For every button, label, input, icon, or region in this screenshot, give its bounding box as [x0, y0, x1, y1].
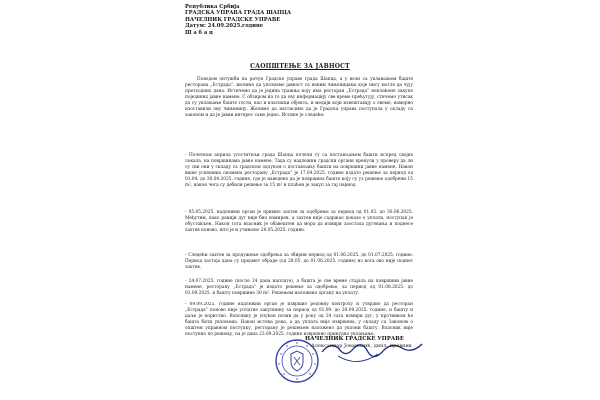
signature-title: НАЧЕЛНИК ГРАДСКЕ УПРАВЕ: [305, 336, 404, 342]
letterhead-authority: ГРАДСКА УПРАВА ГРАДА ШАПЦА: [185, 10, 292, 17]
document-title: САОПШТЕЊЕ ЗА ЈАВНОСТ: [250, 63, 350, 70]
letterhead-city: Ш а б а ц: [185, 29, 213, 36]
paragraph-1: - Почетком априла угоститељи града Шапца почели су са постављањем башти испред својих локала, на површинама јавне намене. Тада су надлежни градски органи кренули у проверу да ли су сви они у складу са градском одлуком о постављању башти на површини јавне намене. Након више успешних опомена ресторану „Естрада” је 17.04.2025. године издато решење за период од 01.04. до 30.04.2025. године, где је наведено да је површина баште коју су уз решење одобрени 15 m², након чега су добили решење за 15 m² и плаћен је закуп за тај период.: [185, 153, 413, 188]
paragraph-3: - Следећи захтев за продужење одобрења за збирни период од 01.06.2025. до 01.07.2025. године. Период застоја дана су предмет обраде (од 28.05. до 01.06.2025. године) из кога ово није поднет захтев.: [185, 253, 413, 270]
letterhead-date: Датум: 24.09.2025.године: [185, 23, 264, 30]
letterhead: [185, 4, 385, 36]
intro-paragraph: Поводом оптужби на рачун Градске управе града Шапца, а у вези са уклањањем баште ресторана „Естрада”, желимо да упознамо јавност са неким чињеницама које нису могле да чују претходних дана. Истичемо да је једина тражња коју има ресторан „Естрада” неплаћене закупе појединих јавне намене. С обзиром на то да ову информацију све време прећутују, стичемо утисак да су уклањање баште гости, као и власници објекта, и медији који извештавају о овоме, намерно изоставили ову чињеницу. Желимо да нагласимо да је Градска управа поступала у складу са законом и да је јавни интерес само једно. Истине је следеће:: [185, 77, 413, 118]
letterhead-office: НАЧЕЛНИК ГРАДСКЕ УПРАВЕ: [185, 16, 281, 23]
paragraph-4: - 24.07.2025. године (после 24 дана наплате), а башта је све време стајала на површини јавне намене, ресторану „Естрада” је издато решење за одобрење, за период од 01.08.2025. до 01.09.2025. и башту површине 30 m². Решењем наложено органу на уплату.: [185, 279, 413, 296]
paragraph-2: - 05.05.2025. надлежни орган је примио захтев за одобрење за период од 01.05. до 30.06.2025. Међутим, како ранији дуг није био измирен, а захтев није садржао доказе о уплати, поступак је обустављен. Након тога власник је обавештен да мора да измири заостала дуговања и поднесе захтев поново, што је и учињено 28.05.2025. године.: [185, 210, 413, 233]
signature-name: Александар Јовановић, дипл. правник: [311, 343, 412, 349]
signature-block: [305, 336, 445, 350]
letterhead-country: Република Србија: [185, 4, 240, 10]
paragraph-5: - 09.09.2025. године надлежни орган је извршио редовну контролу и утврдио да ресторан „Естрада” поново није уплатио закупнину за период од 01.09. до 30.09.2025. године, и башту и даље је користио. Власнику је упућен позив да у року од 24 сата измири дуг, у противном ће башта бити уклоњена. Након истека рока, а да уплата није извршена, у складу са Законом о општем управном поступку, ресторану је решењем наложено да уклони башту. Власник није поступио по решењу, па је дана 23.09.2025. године извршено принудно уклањање.: [185, 302, 413, 336]
